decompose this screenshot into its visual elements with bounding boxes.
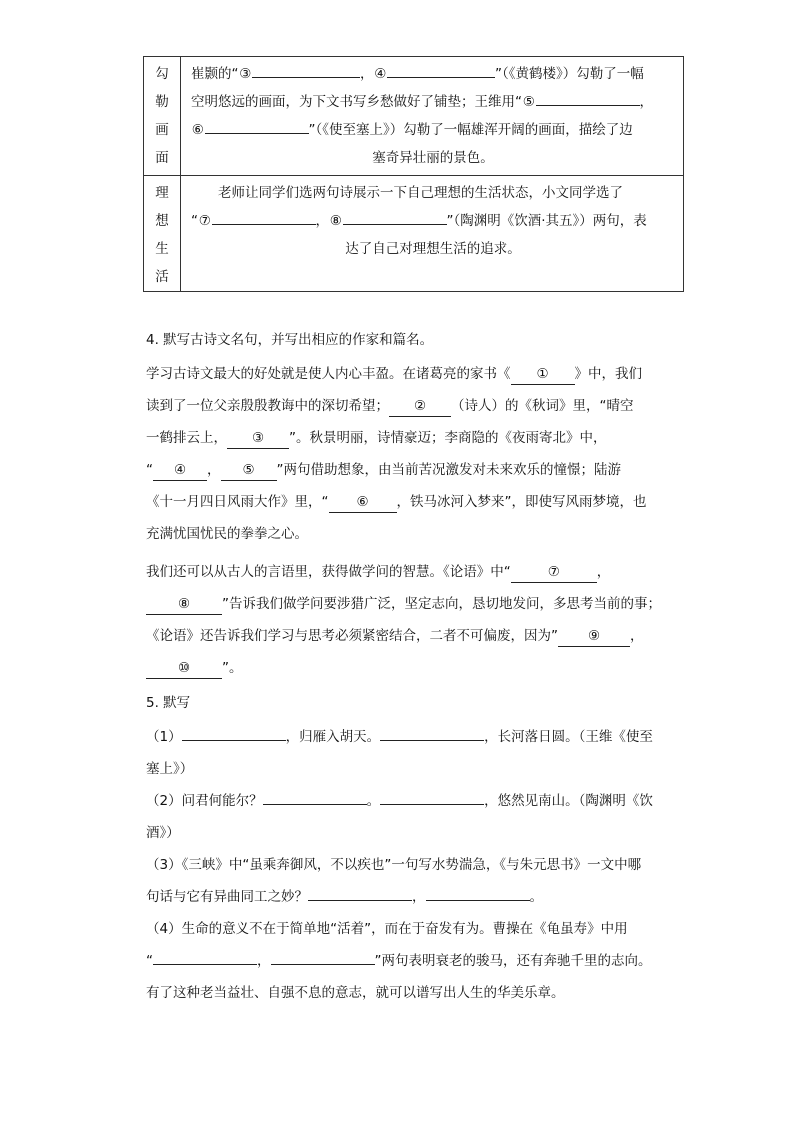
label-char: 勒 — [155, 94, 169, 110]
text-line: 句话与它有异曲同工之妙？ ， 。 — [146, 881, 686, 913]
question-title: 5. 默写 — [146, 695, 191, 711]
text-line: 学习古诗文最大的好处就是使人内心丰盈。在诸葛亮的家书《 ① 》中，我们 — [146, 358, 686, 390]
text-line: ⑥ ”（《使至塞上》）勾勒了一幅雄浑开阔的画面，描绘了边 — [191, 116, 675, 144]
q5-items — [146, 721, 686, 1009]
label-char: 面 — [155, 150, 169, 166]
fill-blank[interactable]: ⑧ — [146, 594, 222, 615]
table-row — [144, 57, 684, 176]
fill-blank[interactable]: ⑦ — [511, 562, 597, 583]
text-line: 空明悠远的画面，为下文书写乡愁做好了铺垫；王维用“⑤ ， — [191, 88, 675, 116]
fill-blank[interactable] — [343, 211, 447, 226]
fill-blank[interactable] — [252, 64, 360, 79]
text-line: 达了自己对理想生活的追求。 — [345, 241, 521, 257]
question-title: 4. 默写古诗文名句，并写出相应的作家和篇名。 — [146, 332, 434, 348]
fill-blank[interactable] — [182, 727, 286, 742]
text-line: ⑧ ”告诉我们做学问要涉猎广泛，坚定志向，恳切地发问，多思考当前的事； — [146, 588, 686, 620]
fill-blank[interactable] — [271, 951, 375, 966]
fill-blank[interactable]: ② — [389, 396, 451, 417]
text-line: 酒》） — [146, 825, 180, 841]
text-line: “⑦ ，⑧ ”（陶渊明《饮酒·其五》）两句，表 — [191, 207, 675, 235]
fill-blank[interactable] — [387, 64, 495, 79]
text-line: 《十一月四日风雨大作》里，“ ⑥ ，铁马冰河入梦来”，即使写风雨梦境，也 — [146, 486, 686, 518]
text-line: “ ④ ， ⑤ ”两句借助想象，由当前苦况激发对未来欢乐的憧憬；陆游 — [146, 454, 686, 486]
text-line: 《论语》还告诉我们学习与思考必须紧密结合，二者不可偏废，因为” ⑨ ， — [146, 620, 686, 652]
fill-blank[interactable]: ① — [511, 364, 575, 385]
question-5 — [146, 689, 686, 1009]
text-line: 充满忧国忧民的拳拳之心。 — [146, 526, 308, 542]
text-line: （2）问君何能尔？ 。 ，悠然见南山。（陶渊明《饮 — [146, 785, 686, 817]
text-line: 有了这种老当益壮、自强不息的意志，就可以谱写出人生的华美乐章。 — [146, 985, 565, 1001]
label-char: 画 — [155, 122, 169, 138]
fill-blank[interactable]: ⑥ — [329, 492, 397, 513]
text-line: （1） ，归雁入胡天。 ，长河落日圆。（王维《使至 — [146, 721, 686, 753]
fill-blank[interactable] — [308, 887, 412, 902]
blank-number: ③ — [239, 66, 252, 82]
row-content-ideal-life — [181, 176, 684, 292]
blank-number: ⑦ — [198, 213, 211, 229]
fill-blank[interactable]: ⑨ — [558, 626, 630, 647]
question-4 — [146, 326, 686, 684]
text-line: 塞奇异壮丽的景色。 — [372, 150, 494, 166]
text-line: 读到了一位父亲殷殷教诲中的深切希望； ② （诗人）的《秋词》里，“晴空 — [146, 390, 686, 422]
text-line: 我们还可以从古人的言语里，获得做学问的智慧。《论语》中“ ⑦ ， — [146, 556, 686, 588]
label-char: 勾 — [155, 66, 169, 82]
text-line: ⑩ ”。 — [146, 652, 686, 684]
blank-number: ⑧ — [329, 213, 342, 229]
fill-blank[interactable] — [263, 791, 367, 806]
blank-number: ⑥ — [191, 122, 204, 138]
row-label-ideal-life — [144, 176, 181, 292]
fill-blank[interactable]: ③ — [227, 428, 289, 449]
fill-blank[interactable] — [536, 92, 640, 107]
text-line: “ ， ”两句表明衰老的骏马，还有奔驰千里的志向。 — [146, 945, 686, 977]
table-row — [144, 176, 684, 292]
label-char: 理 — [155, 185, 169, 201]
row-label-outline-scene — [144, 57, 181, 176]
fill-blank[interactable] — [153, 951, 257, 966]
text-line: （3）《三峡》中“虽乘奔御风，不以疾也”一句写水势湍急，《与朱元思书》一文中哪 — [146, 857, 642, 873]
text-line: 老师让同学们选两句诗展示一下自己理想的生活状态，小文同学选了 — [218, 185, 623, 201]
text-line: 崔颢的“③ ，④ ”（《黄鹤楼》）勾勒了一幅 — [191, 60, 675, 88]
q4-paragraph-1 — [146, 358, 686, 550]
fill-blank[interactable] — [426, 887, 530, 902]
label-char: 活 — [155, 269, 169, 285]
text-line: 塞上》） — [146, 761, 194, 777]
fill-blank[interactable]: ⑤ — [221, 460, 277, 481]
blank-number: ④ — [374, 66, 387, 82]
blank-number: ⑤ — [522, 94, 535, 110]
fill-blank[interactable] — [380, 727, 484, 742]
fill-blank[interactable] — [380, 791, 484, 806]
text-line: 一鹤排云上， ③ ”。秋景明丽，诗情豪迈；李商隐的《夜雨寄北》中， — [146, 422, 686, 454]
q4-paragraph-2 — [146, 556, 686, 684]
label-char: 想 — [155, 213, 169, 229]
label-char: 生 — [155, 241, 169, 257]
poem-table — [143, 56, 684, 292]
fill-blank[interactable]: ⑩ — [146, 658, 222, 679]
fill-blank[interactable] — [205, 120, 309, 135]
fill-blank[interactable]: ④ — [153, 460, 207, 481]
text-line: （4）生命的意义不在于简单地“活着”，而在于奋发有为。曹操在《龟虽寿》中用 — [146, 921, 628, 937]
row-content-outline-scene — [181, 57, 684, 176]
fill-blank[interactable] — [212, 211, 316, 226]
